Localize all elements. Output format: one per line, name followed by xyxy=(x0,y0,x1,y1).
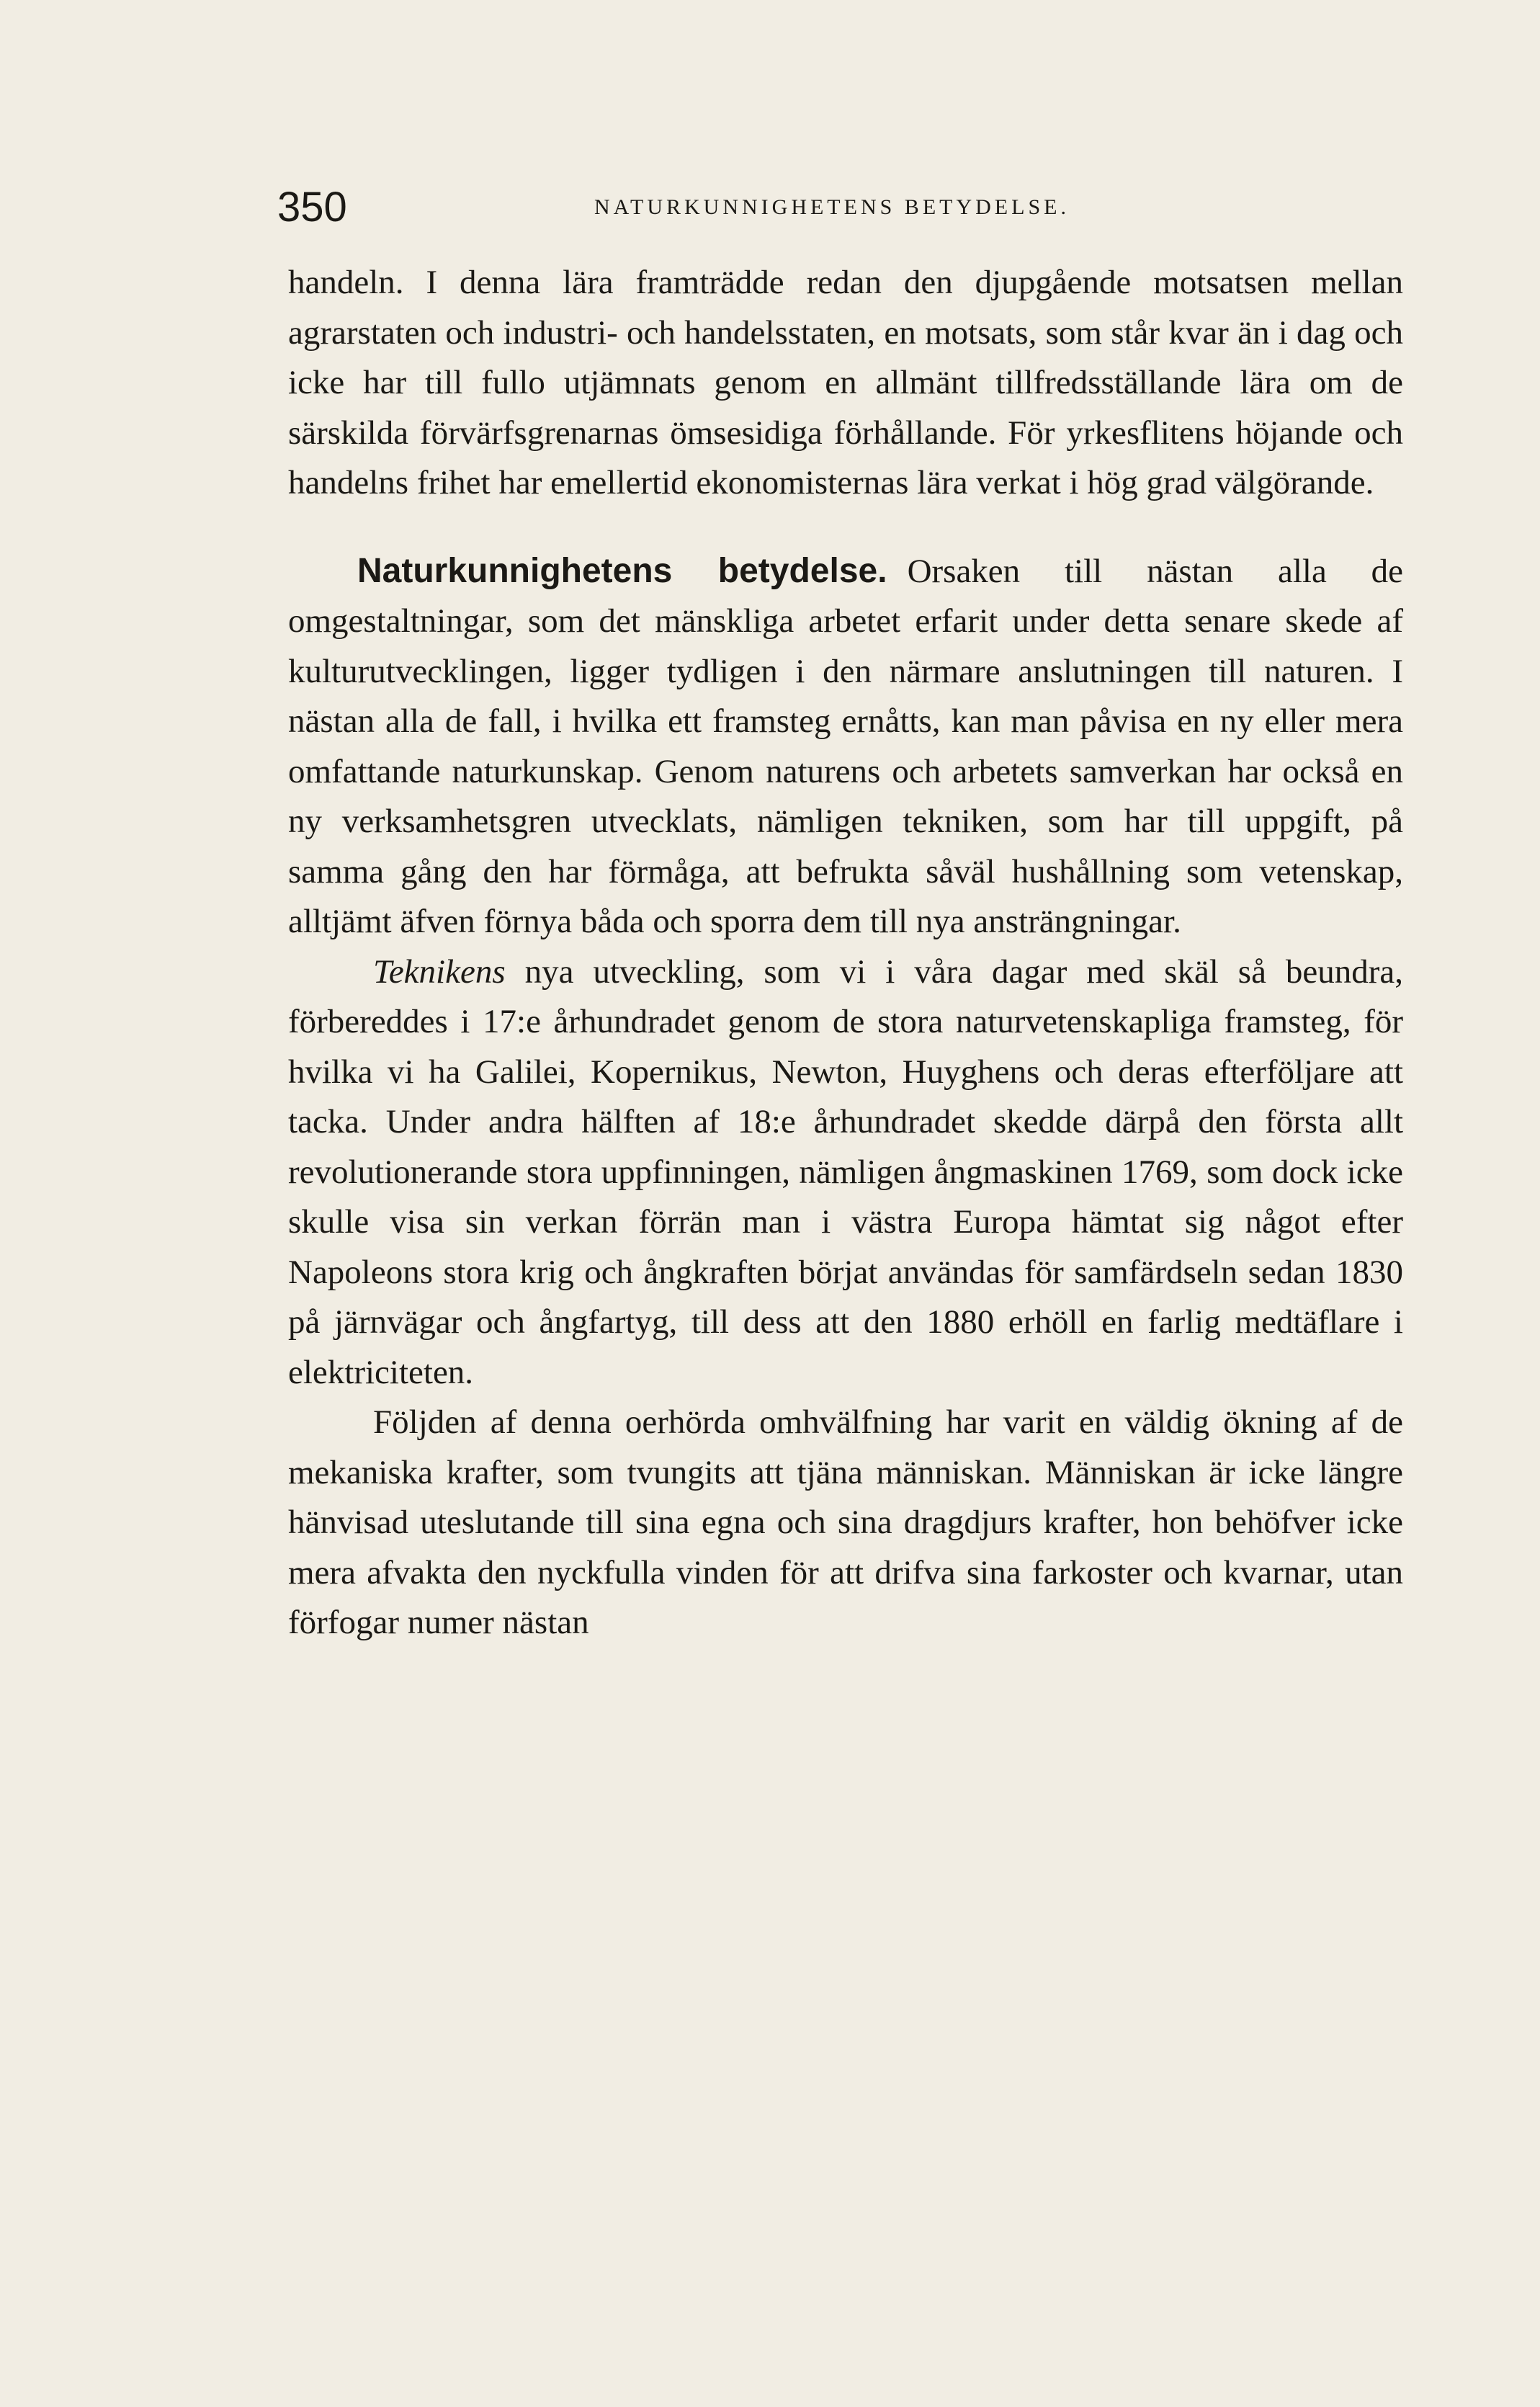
paragraph: handeln. I denna lära framträdde redan den djupgående motsatsen mellan agrarstaten och industri- och handelsstaten, en motsats, som står kvar än i dag och icke har till fullo utjämnats genom en allmänt tillfredsställande lära om de särskilda förvärfsgrenarnas ömsesidiga förhållande. För yrkesflitens höjande och handelns frihet har emellertid ekonomisternas lära verkat i hög grad välgörande. xyxy=(288,264,1403,501)
page-number: 350 xyxy=(277,184,347,231)
section-heading: Naturkunnighetens betydelse. xyxy=(357,551,887,590)
paragraph-text: Orsaken till nästan alla de omgestaltningar, som det mänskliga arbetet erfarit under detta senare skede af kulturutvecklingen, ligger tydligen i den närmare anslutningen till naturen. I nästan alla de fall, i hvilka ett framsteg ernåtts, kan man påvisa en ny eller mera omfattande naturkunskap. Genom naturens och arbetets samverkan har också en ny verksamhetsgren utvecklats, nämligen tekniken, som har till uppgift, på samma gång den har förmåga, att befrukta såväl hushållning som vetenskap, alltjämt äfven förnya båda och sporra dem till nya ansträngningar. xyxy=(288,552,1403,940)
section-paragraph xyxy=(288,546,1403,947)
paragraph-text: nya utveckling, som vi i våra dagar med skäl så beundra, förbereddes i 17:e århundradet genom de stora naturvetenskapliga framsteg, för hvilka vi ha Galilei, Kopernikus, Newton, Huyghens och deras efterföljare att tacka. Under andra hälften af 18:e århundradet skedde därpå den första allt revolutionerande stora uppfinningen, nämligen ångmaskinen 1769, som dock icke skulle visa sin verkan förrän man i västra Europa hämtat sig något efter Napoleons stora krig och ångkraften börjat användas för samfärdseln sedan 1830 på järnvägar och ångfartyg, till dess att den 1880 erhöll en farlig medtäflare i elektriciteten. xyxy=(288,952,1404,1391)
paragraph: Följden af denna oerhörda omhvälfning har varit en väldig ökning af de mekaniska krafter, som tvungits att tjäna människan. Människan är icke längre hänvisad uteslutande till sina egna och sina dragdjurs krafter, hon behöfver icke mera afvakta den nyckfulla vinden för att drifva sina farkoster och kvarnar, utan förfogar numer nästan xyxy=(288,1403,1403,1641)
page-body xyxy=(288,258,1403,1648)
paragraph-lead-word: Teknikens xyxy=(373,952,506,991)
running-head: NATURKUNNIGHETENS BETYDELSE. xyxy=(594,195,1070,219)
paragraph xyxy=(288,947,1403,1398)
page-header xyxy=(277,179,1408,236)
